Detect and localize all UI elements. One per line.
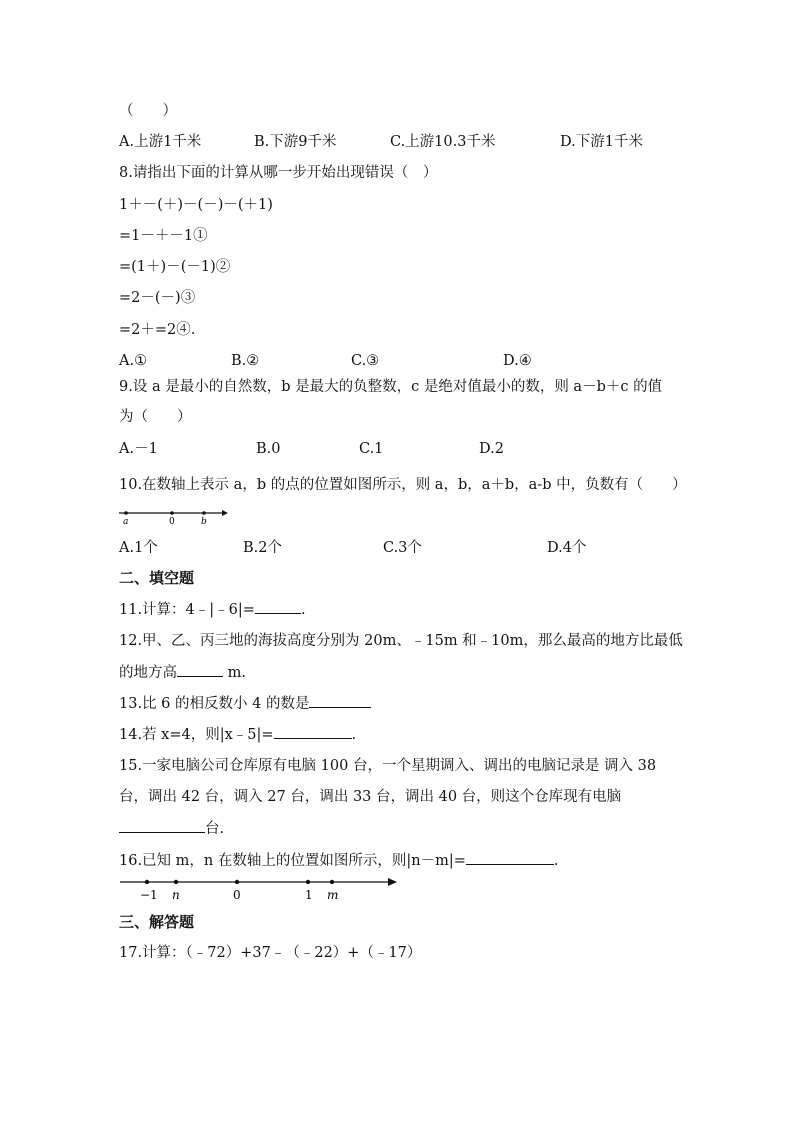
q16-axis-label-0: 0 — [233, 888, 241, 902]
q16-number-line — [116, 872, 402, 902]
q10-option-a: A.1个 — [119, 540, 158, 556]
q9-option-c: C.1 — [359, 441, 384, 457]
q16-axis-label-n: n — [172, 888, 180, 902]
q10-axis-label-a: a — [123, 517, 129, 526]
q11-end: . — [300, 602, 306, 618]
q17-text: 17.计算：（﹣72）+37﹣（﹣22）+（﹣17） — [119, 945, 422, 961]
q13-answer-blank[interactable] — [309, 693, 371, 708]
q14-text: 14.若 x=4，则|x﹣5|= — [119, 727, 274, 743]
q8-option-a: A.① — [119, 353, 148, 369]
q11-answer-blank[interactable] — [255, 599, 301, 614]
q8-stem: 8.请指出下面的计算从哪一步开始出现错误（ ） — [119, 165, 438, 181]
q8-option-d: D.④ — [503, 353, 532, 369]
q11-line — [119, 599, 306, 620]
q12-text-b: m. — [223, 665, 246, 681]
q9-option-a: A.－1 — [119, 441, 158, 457]
q11-text: 11.计算：4﹣|﹣6|= — [119, 602, 255, 618]
q8-option-c: C.③ — [351, 353, 380, 369]
q15-answer-blank[interactable] — [119, 818, 205, 833]
q15-line-1: 15.一家电脑公司仓库原有电脑 100 台，一个星期调入、调出的电脑记录是 调入 38 — [119, 758, 657, 774]
q10-option-d: D.4个 — [547, 540, 587, 556]
q16-axis-label-m: m — [327, 888, 339, 902]
q10-number-line — [116, 504, 234, 526]
q9-option-d: D.2 — [479, 441, 504, 457]
q16-line — [119, 850, 558, 871]
q15-line-2: 台，调出 42 台，调入 27 台，调出 33 台，调出 40 台，则这个仓库现有电脑 — [119, 789, 622, 805]
q9-line-2: 为（ ） — [119, 409, 192, 425]
q10-axis-label-0: 0 — [169, 517, 175, 526]
q10-stem: 10.在数轴上表示 a，b 的点的位置如图所示，则 a，b，a＋b，a-b 中，负数有（ ） — [119, 477, 687, 493]
q16-text: 16.已知 m，n 在数轴上的位置如图所示，则|n－m|= — [119, 853, 466, 869]
q15-line-3 — [119, 818, 224, 839]
q7-option-b: B.下游9千米 — [254, 134, 337, 150]
section-fill-in-blank-heading: 二、填空题 — [119, 569, 195, 587]
q8-step-4: =2＋=2④. — [119, 322, 196, 338]
q9-option-b: B.0 — [256, 441, 281, 457]
q12-answer-blank[interactable] — [177, 662, 223, 677]
q14-answer-blank[interactable] — [274, 724, 352, 739]
q12-line-2 — [119, 662, 246, 683]
q8-option-b: B.② — [231, 353, 260, 369]
q16-axis-label-neg1: −1 — [140, 888, 158, 902]
q10-axis-label-b: b — [201, 517, 207, 526]
q7-option-d: D.下游1千米 — [560, 134, 643, 150]
q16-end: . — [553, 853, 559, 869]
q13-text: 13.比 6 的相反数小 4 的数是 — [119, 696, 310, 712]
q14-line — [119, 724, 356, 745]
q14-end: . — [351, 727, 357, 743]
q10-option-c: C.3个 — [383, 540, 422, 556]
q12-text-a: 的地方高 — [119, 665, 177, 681]
q7-option-a: A.上游1千米 — [119, 134, 202, 150]
q9-line-1: 9.设 a 是最小的自然数，b 是最大的负整数，c 是绝对值最小的数，则 a－b＋c 的值 — [119, 379, 663, 395]
q16-answer-blank[interactable] — [466, 850, 554, 865]
q7-paren: （ ） — [119, 103, 177, 119]
q15-end: 台. — [205, 821, 225, 837]
q7-option-c: C.上游10.3千米 — [390, 134, 496, 150]
q8-step-3: =2－(－)③ — [119, 290, 196, 306]
q12-line-1: 12.甲、乙、丙三地的海拔高度分别为 20m、﹣15m 和﹣10m，那么最高的地方比最低 — [119, 633, 683, 649]
section-solve-heading: 三、解答题 — [119, 913, 195, 931]
q10-option-b: B.2个 — [243, 540, 282, 556]
q8-step-0: 1＋－(＋)－(－)－(＋1) — [119, 197, 273, 213]
q13-line — [119, 693, 371, 714]
q16-axis-label-1: 1 — [305, 888, 313, 902]
q8-step-1: =1－＋－1① — [119, 228, 208, 244]
q8-step-2: =(1＋)－(－1)② — [119, 259, 231, 275]
